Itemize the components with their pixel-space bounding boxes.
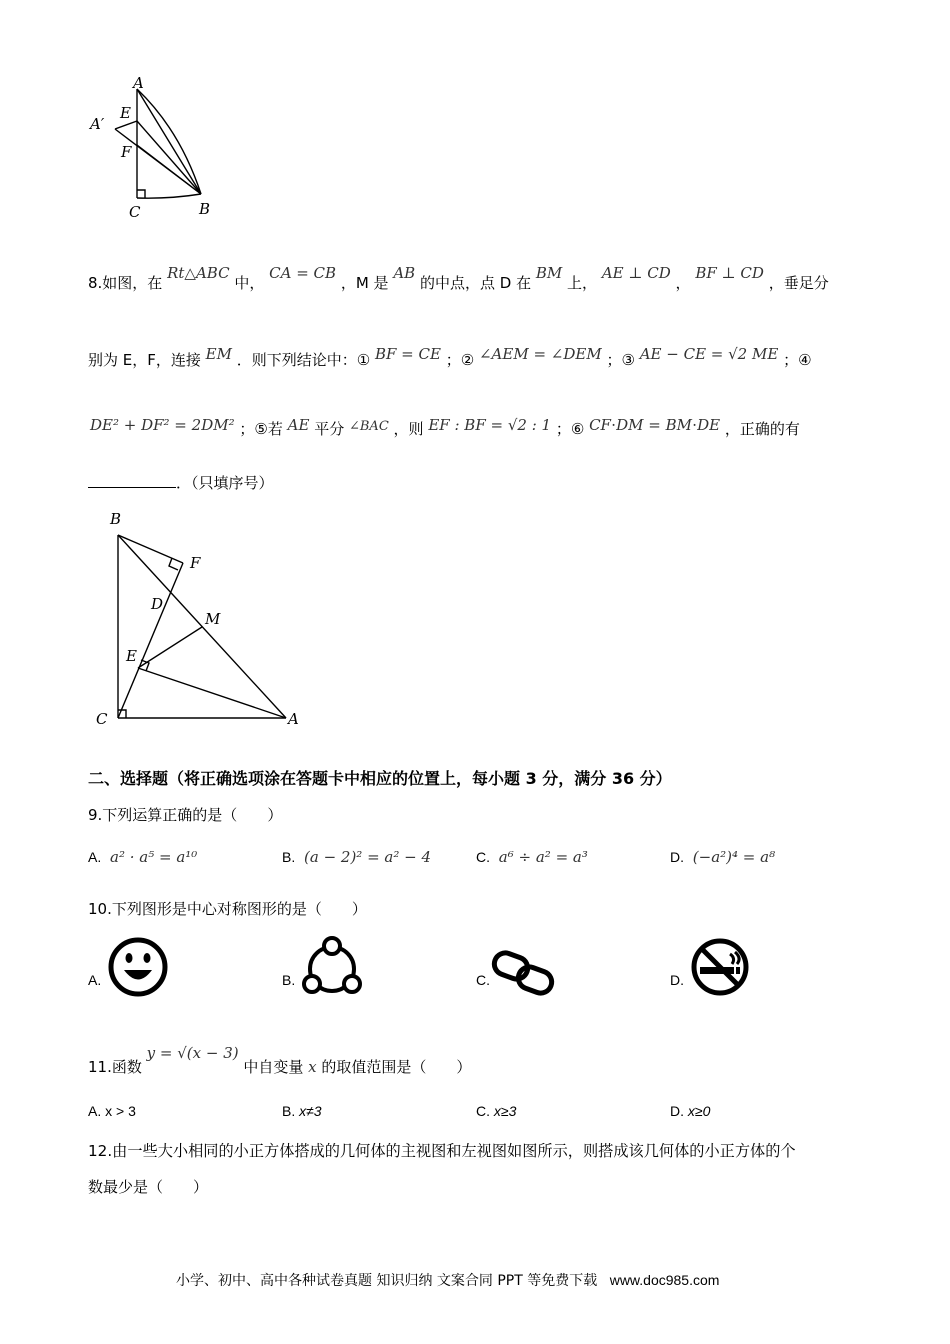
segment-a-prime-e xyxy=(115,121,137,129)
option-expr: x > 3 xyxy=(105,1103,136,1119)
q8-math-angle-eq: ∠AEM = ∠DEM xyxy=(478,345,602,363)
q11-option-d[interactable] xyxy=(670,1103,710,1119)
q8-text: ，M 是 xyxy=(340,274,389,292)
q8-text: 上， xyxy=(567,274,598,292)
q8-line-4 xyxy=(88,472,274,493)
q8-math-em: EM xyxy=(205,345,232,363)
q8-text: 别为 E，F，连接 xyxy=(88,351,201,369)
option-letter: C. xyxy=(476,972,490,988)
q9-option-a[interactable] xyxy=(88,848,197,866)
label-d: D xyxy=(151,595,164,613)
page-footer xyxy=(176,1270,719,1290)
option-expr: a⁶ ÷ a² = a³ xyxy=(498,848,588,866)
q11-math-x: x xyxy=(308,1058,317,1076)
option-letter: A. xyxy=(88,1103,102,1119)
q11-text: 的取值范围是（ ） xyxy=(321,1058,472,1076)
label-a-prime: A′ xyxy=(90,115,105,133)
q8-text: 的中点，点 D 在 xyxy=(419,274,532,292)
q8-line-3 xyxy=(90,414,800,438)
q8-math-bf-ce: BF = CE xyxy=(374,345,441,363)
label-f: F xyxy=(190,554,201,572)
label-c: C xyxy=(96,710,108,728)
q8-text: ．则下列结论中：① xyxy=(236,351,371,369)
label-m: M xyxy=(205,610,221,628)
q8-math-ae-perp-cd: AE ⊥ CD xyxy=(601,264,671,282)
q8-text: ，垂足分 xyxy=(768,274,829,292)
q11-option-c[interactable] xyxy=(476,1103,516,1119)
segment-bf xyxy=(118,535,183,563)
label-b: B xyxy=(199,200,211,218)
q11-text: 中自变量 xyxy=(243,1058,304,1076)
label-c: C xyxy=(129,203,141,221)
q8-math-ae-ce: AE − CE = √2 ME xyxy=(639,345,779,363)
arc-cb xyxy=(137,194,201,198)
option-letter: D. xyxy=(670,1103,684,1119)
label-f: F xyxy=(121,143,132,161)
chain-link-icon xyxy=(490,949,556,999)
q11-text: 11.函数 xyxy=(88,1058,142,1076)
section-heading: 二、选择题（将正确选项涂在答题卡中相应的位置上，每小题 3 分，满分 36 分） xyxy=(88,769,672,788)
segment-cf xyxy=(118,563,183,718)
q8-text: ；④ xyxy=(783,351,812,369)
label-b: B xyxy=(110,510,122,528)
q12-line-1: 12.由一些大小相同的小正方体搭成的几何体的主视图和左视图如图所示，则搭成该几何体的小正方体的个 xyxy=(88,1142,796,1160)
q8-text: ；② xyxy=(445,351,475,369)
q8-math-cf-dm: CF⋅DM = BM⋅DE xyxy=(589,416,721,434)
label-e: E xyxy=(120,104,131,122)
footer-link[interactable]: www.doc985.com xyxy=(609,1272,720,1288)
q8-text: ，则 xyxy=(393,420,424,438)
q8-math-ab: AB xyxy=(393,264,416,282)
right-angle-mark xyxy=(137,190,145,198)
option-letter: B. xyxy=(282,1103,296,1119)
q8-text: ；⑤若 xyxy=(239,420,283,438)
label-a: A xyxy=(288,710,299,728)
option-letter: A. xyxy=(88,849,102,865)
footer-text: 小学、初中、高中各种试卷真题 知识归纳 文案合同 PPT 等免费下载 xyxy=(176,1273,598,1289)
q8-math-ca-cb: CA = CB xyxy=(269,264,337,282)
q11-stem xyxy=(88,1042,472,1076)
q9-stem: 9.下列运算正确的是（ ） xyxy=(88,806,283,824)
q9-option-b[interactable] xyxy=(282,848,431,866)
no-smoking-icon xyxy=(690,937,750,997)
q11-option-a[interactable] xyxy=(88,1103,136,1119)
option-letter: B. xyxy=(282,849,296,865)
q9-option-d[interactable] xyxy=(670,848,775,866)
q8-text: ， xyxy=(675,274,691,292)
q8-math-ae: AE xyxy=(287,416,310,434)
option-expr: (a − 2)² = a² − 4 xyxy=(304,848,432,866)
q8-line-2 xyxy=(88,343,812,369)
q8-math-bf-perp-cd: BF ⊥ CD xyxy=(695,264,764,282)
q8-math-bm: BM xyxy=(535,264,563,282)
q8-line-1 xyxy=(88,262,829,292)
option-letter: A. xyxy=(88,972,102,988)
q8-text: ．（只填序号） xyxy=(176,474,274,492)
q8-math-de-df-dm: DE² + DF² = 2DM² xyxy=(90,416,235,434)
q8-text: 平分 xyxy=(314,420,345,438)
q8-text: ；⑥ xyxy=(555,420,585,438)
option-letter: B. xyxy=(282,972,296,988)
q8-text: 8.如图，在 xyxy=(88,274,163,292)
q8-math-angle-bac: ∠BAC xyxy=(348,419,389,434)
q8-math-rt-abc: Rt△ABC xyxy=(167,264,230,282)
smiley-face-icon xyxy=(108,937,168,997)
option-letter: C. xyxy=(476,849,490,865)
option-expr: a² · a⁵ = a¹⁰ xyxy=(110,848,198,866)
option-letter: C. xyxy=(476,1103,490,1119)
answer-blank[interactable] xyxy=(88,475,176,488)
q10-stem: 10.下列图形是中心对称图形的是（ ） xyxy=(88,900,367,918)
q8-text: ；③ xyxy=(606,351,635,369)
q12-line-2: 数最少是（ ） xyxy=(88,1178,209,1196)
q11-option-b[interactable] xyxy=(282,1103,322,1119)
option-letter: D. xyxy=(670,849,684,865)
segment-eb xyxy=(137,121,201,194)
triangle-abc-figure xyxy=(88,505,318,733)
segment-ba xyxy=(118,535,286,718)
three-node-circle-icon xyxy=(300,935,364,999)
q11-math-function: y = √(x − 3) xyxy=(146,1044,239,1062)
fold-triangle-figure xyxy=(85,75,225,225)
q8-math-ef-bf: EF : BF = √2 : 1 xyxy=(428,416,552,434)
q8-text: ，正确的有 xyxy=(724,420,800,438)
q9-option-c[interactable] xyxy=(476,848,588,866)
option-letter: D. xyxy=(670,972,684,988)
q8-text: 中， xyxy=(234,274,265,292)
option-expr: x≥0 xyxy=(687,1103,711,1119)
option-expr: x≥3 xyxy=(493,1103,517,1119)
label-e: E xyxy=(126,647,137,665)
label-a: A xyxy=(133,75,144,92)
option-expr: x≠3 xyxy=(299,1103,322,1119)
segment-ab xyxy=(137,89,201,194)
option-expr: (−a²)⁴ = a⁸ xyxy=(692,848,776,866)
